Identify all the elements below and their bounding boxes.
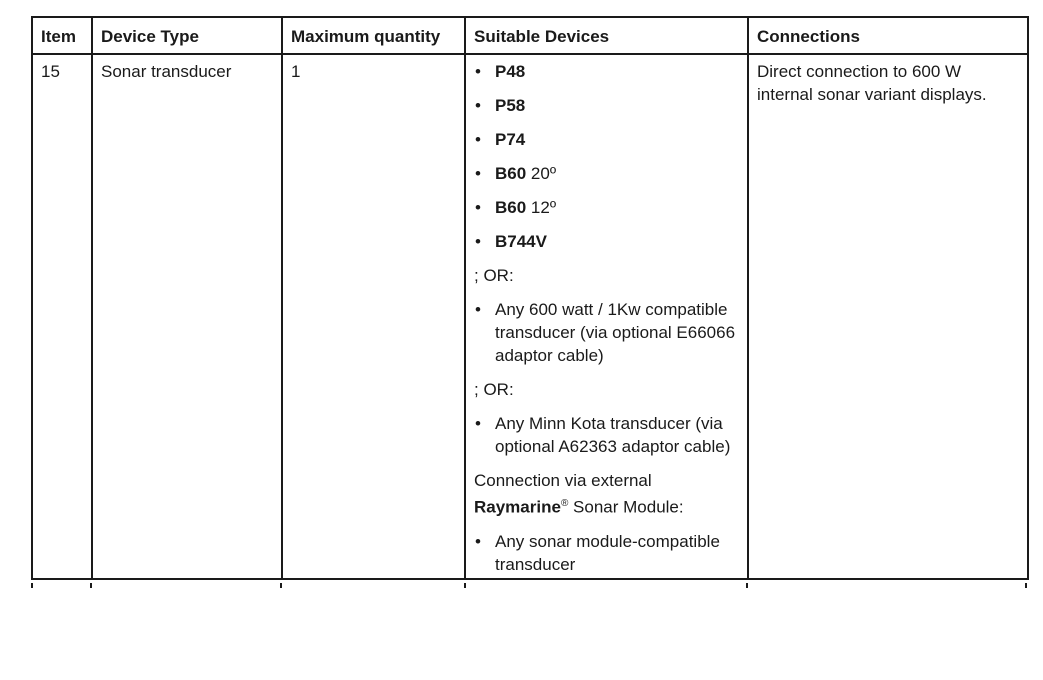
model-name: P74 <box>495 130 526 149</box>
list-item <box>474 60 739 83</box>
or-separator: ; OR: <box>474 266 514 285</box>
table-border-tick <box>1025 583 1027 588</box>
table-header-row <box>32 17 1028 54</box>
list-item: • Any Minn Kota transducer (via optional A62363 adaptor cable) <box>474 412 739 458</box>
or-separator: ; OR: <box>474 380 514 399</box>
option-list-minn-kota <box>474 412 739 458</box>
model-name: P58 <box>495 96 526 115</box>
table-border-tick <box>280 583 282 588</box>
list-item: • Any sonar module-compatible transducer <box>474 530 739 576</box>
list-item <box>474 162 739 185</box>
header-connections: Connections <box>748 17 1028 54</box>
registered-mark: ® <box>560 498 569 509</box>
cell-suitable-devices <box>465 54 748 579</box>
option-list-module <box>474 530 739 576</box>
cell-max-quantity: 1 <box>282 54 465 579</box>
device-compatibility-table <box>31 16 1029 580</box>
model-name: B744V <box>495 232 547 251</box>
table-border-tick <box>90 583 92 588</box>
model-name: P48 <box>495 62 526 81</box>
table-row <box>32 54 1028 579</box>
model-name: B60 <box>495 198 527 217</box>
list-item <box>474 230 739 253</box>
table-border-tick <box>746 583 748 588</box>
brand-name: Raymarine <box>474 497 561 517</box>
cell-item: 15 <box>32 54 92 579</box>
header-item: Item <box>32 17 92 54</box>
option-list-600w <box>474 298 739 367</box>
cell-connections: Direct connection to 600 W internal sonar variant displays. <box>748 54 1028 579</box>
table-border-tick <box>464 583 466 588</box>
list-item <box>474 128 739 151</box>
header-suitable-devices: Suitable Devices <box>465 17 748 54</box>
external-suffix: Sonar Module: <box>568 497 684 517</box>
external-prefix: Connection via external <box>474 471 652 490</box>
header-maximum-quantity: Maximum quantity <box>282 17 465 54</box>
list-item <box>474 196 739 219</box>
model-list <box>474 60 739 253</box>
list-item: • Any 600 watt / 1Kw compatible transducer (via optional E66066 adaptor cable) <box>474 298 739 367</box>
header-device-type: Device Type <box>92 17 282 54</box>
table-border-tick <box>31 583 33 588</box>
model-detail: 12º <box>526 198 557 217</box>
model-detail: 20º <box>526 164 557 183</box>
cell-device-type: Sonar transducer <box>92 54 282 579</box>
list-item <box>474 94 739 117</box>
model-name: B60 <box>495 164 527 183</box>
external-module-note <box>474 469 739 519</box>
